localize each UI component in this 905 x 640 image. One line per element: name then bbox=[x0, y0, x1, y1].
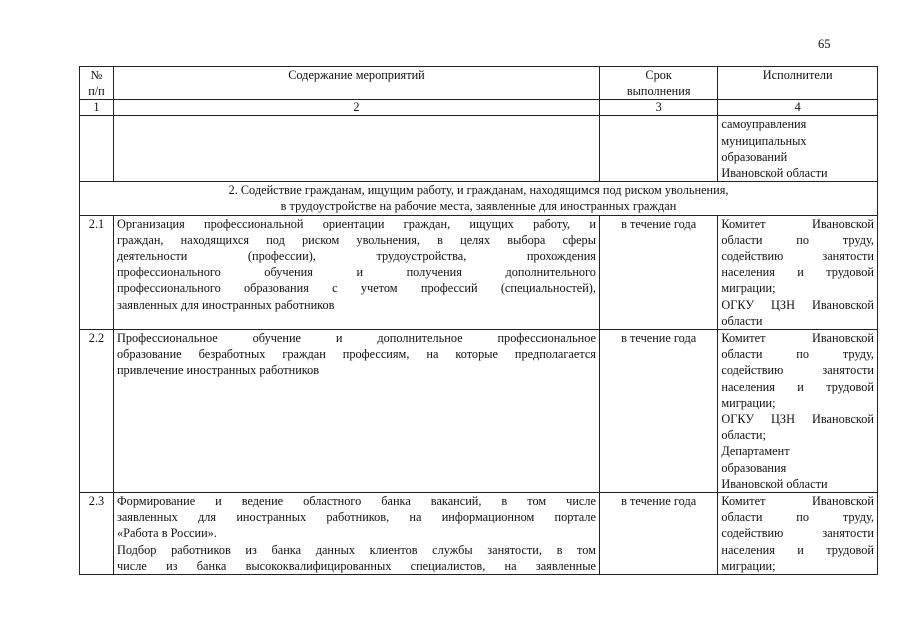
measure-executors-cell bbox=[718, 493, 878, 575]
measure-term-cell: в течение года bbox=[599, 330, 717, 493]
content-line: заявленных для иностранных работников bbox=[116, 297, 335, 312]
executor-line: населения и трудовой bbox=[721, 542, 874, 557]
column-number-4: 4 bbox=[718, 100, 878, 116]
content-line: граждан, находящихся под риском увольнения, в целях выбора сферы bbox=[116, 232, 596, 247]
header-term-line-2: выполнения bbox=[626, 84, 691, 99]
header-term-line-1: Срок bbox=[645, 68, 672, 82]
executor-line: Комитет Ивановской bbox=[721, 331, 874, 346]
measure-content-cell bbox=[113, 330, 599, 493]
column-number-1: 1 bbox=[80, 100, 114, 116]
section-heading bbox=[80, 182, 878, 215]
column-number-3: 3 bbox=[599, 100, 717, 116]
continuation-content-cell bbox=[113, 116, 599, 182]
executor-line: самоуправления bbox=[721, 117, 807, 132]
executor-line: области по труду, bbox=[721, 347, 874, 362]
content-line: профессионального обучения и получения дополнительного bbox=[116, 265, 596, 280]
executor-line: ОГКУ ЦЗН Ивановской bbox=[721, 297, 874, 312]
measure-executors-cell bbox=[718, 215, 878, 329]
continuation-term-cell bbox=[599, 116, 717, 182]
content-line: Профессиональное обучение и дополнительное профессиональное bbox=[116, 331, 596, 346]
executor-line: образований bbox=[721, 149, 788, 164]
executor-line: содействию занятости bbox=[721, 363, 874, 378]
header-content-cell: Содержание мероприятий bbox=[113, 67, 599, 100]
header-executors-cell: Исполнители bbox=[718, 67, 878, 100]
header-number-line-2: п/п bbox=[88, 84, 105, 99]
continuation-number-cell bbox=[80, 116, 114, 182]
column-number-2: 2 bbox=[113, 100, 599, 116]
executor-line: миграции; bbox=[721, 558, 776, 573]
content-line: привлечение иностранных работников bbox=[116, 363, 320, 378]
measure-row bbox=[80, 330, 878, 493]
content-line: профессионального образования с учетом профессий (специальностей), bbox=[116, 281, 596, 296]
column-numbers-row bbox=[80, 100, 878, 116]
executor-line: области; bbox=[721, 428, 766, 443]
executor-line: миграции; bbox=[721, 281, 776, 296]
executor-line: ОГКУ ЦЗН Ивановской bbox=[721, 412, 874, 427]
executor-line: Ивановской области bbox=[721, 166, 828, 181]
executor-line: образования bbox=[721, 460, 787, 475]
measure-content-cell bbox=[113, 215, 599, 329]
section-heading-line-1: 2. Содействие гражданам, ищущим работу, и гражданам, находящимся под риском увольнения, bbox=[228, 183, 729, 198]
executor-line: Департамент bbox=[721, 444, 790, 459]
measure-number-cell: 2.1 bbox=[80, 215, 114, 329]
measure-number-cell: 2.2 bbox=[80, 330, 114, 493]
content-line: заявленных для иностранных работников, на информационном портале bbox=[116, 510, 596, 525]
executor-line: области по труду, bbox=[721, 510, 874, 525]
content-line: Организация профессиональной ориентации граждан, ищущих работу, и bbox=[116, 216, 596, 231]
measure-row bbox=[80, 215, 878, 329]
content-line: числе из банка высококвалифицированных специалистов, на заявленные bbox=[116, 558, 596, 573]
section-heading-line-2: в трудоустройстве на рабочие места, заявленные для иностранных граждан bbox=[280, 199, 677, 214]
page-number: 65 bbox=[818, 37, 831, 51]
executor-line: Ивановской области bbox=[721, 476, 828, 491]
content-line: Формирование и ведение областного банка вакансий, в том числе bbox=[116, 494, 596, 509]
measure-executors-cell bbox=[718, 330, 878, 493]
executor-line: Комитет Ивановской bbox=[721, 494, 874, 509]
measure-term-cell: в течение года bbox=[599, 215, 717, 329]
executor-line: населения и трудовой bbox=[721, 379, 874, 394]
executor-line: содействию занятости bbox=[721, 526, 874, 541]
executor-line: муниципальных bbox=[721, 133, 807, 148]
content-line: «Работа в России». bbox=[116, 526, 217, 541]
executor-line: области bbox=[721, 313, 763, 328]
content-line: деятельности (профессии), трудоустройства, прохождения bbox=[116, 249, 596, 264]
executor-line: миграции; bbox=[721, 395, 776, 410]
header-number-cell bbox=[80, 67, 114, 100]
executor-line: области по труду, bbox=[721, 232, 874, 247]
continuation-executors-cell bbox=[718, 116, 878, 182]
measure-row bbox=[80, 493, 878, 575]
header-number-line-1: № bbox=[90, 68, 103, 82]
continuation-row bbox=[80, 116, 878, 182]
measure-number-cell: 2.3 bbox=[80, 493, 114, 575]
executor-line: содействию занятости bbox=[721, 249, 874, 264]
measures-table bbox=[79, 66, 878, 575]
measure-content-cell bbox=[113, 493, 599, 575]
header-row bbox=[80, 67, 878, 100]
content-line: образование безработных граждан профессиям, на которые предполагается bbox=[116, 347, 596, 362]
section-heading-row bbox=[80, 182, 878, 215]
header-term-cell bbox=[599, 67, 717, 100]
content-line: Подбор работников из банка данных клиентов службы занятости, в том bbox=[116, 542, 596, 557]
executor-line: Комитет Ивановской bbox=[721, 216, 874, 231]
executor-line: населения и трудовой bbox=[721, 265, 874, 280]
measure-term-cell: в течение года bbox=[599, 493, 717, 575]
